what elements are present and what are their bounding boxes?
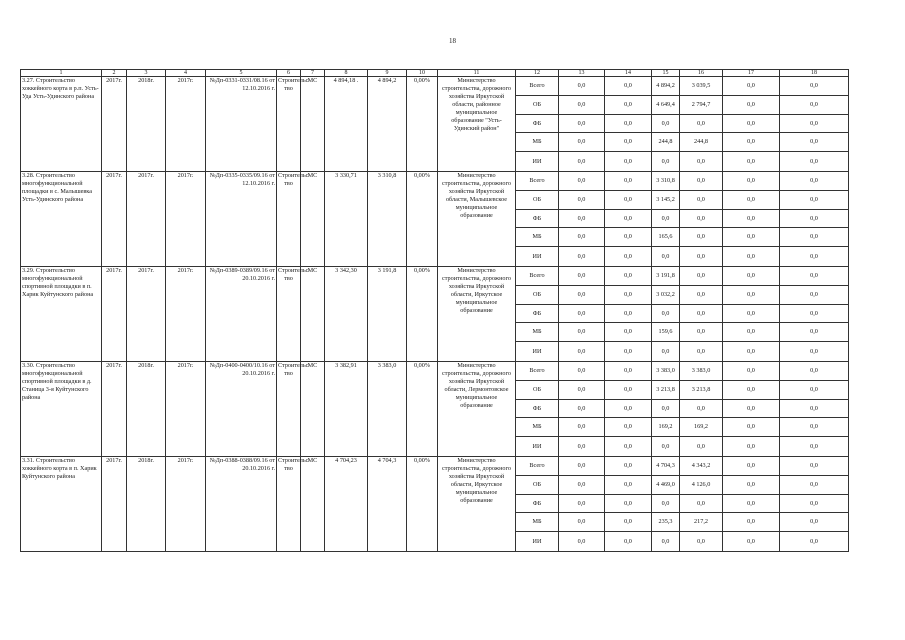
- column-number: 4: [166, 70, 206, 77]
- funding-value: 0,0: [605, 400, 652, 418]
- start-year: 2017г.: [102, 77, 127, 172]
- funding-source: ФБ: [516, 305, 559, 323]
- funding-value: 0,0: [559, 152, 605, 172]
- funding-value: 0,0: [780, 418, 849, 437]
- funding-value: 3 213,8: [652, 381, 680, 400]
- ownership: МС: [301, 457, 325, 552]
- funding-value: 0,0: [605, 495, 652, 513]
- funding-value: 0,0: [780, 476, 849, 495]
- column-number: 18: [780, 70, 849, 77]
- funding-value: 0,0: [559, 77, 605, 96]
- funding-value: 4 704,3: [652, 457, 680, 476]
- funding-value: 0,0: [652, 532, 680, 552]
- funding-value: 0,0: [652, 210, 680, 228]
- funding-value: 4 343,2: [680, 457, 723, 476]
- funding-value: 3 145,2: [652, 191, 680, 210]
- funding-value: 0,0: [605, 457, 652, 476]
- funding-value: 3 213,8: [680, 381, 723, 400]
- funding-value: 0,0: [780, 323, 849, 342]
- funding-value: 0,0: [652, 247, 680, 267]
- funding-value: 0,0: [680, 342, 723, 362]
- funding-value: 0,0: [559, 513, 605, 532]
- funding-value: 0,0: [780, 267, 849, 286]
- column-number: 2: [102, 70, 127, 77]
- funding-value: 0,0: [723, 305, 780, 323]
- funding-value: 0,0: [559, 400, 605, 418]
- project-name: 3.30. Строительство многофункциональной спортивной площадки в д. Станица 3-я Куйтунского района: [21, 362, 102, 457]
- funding-value: 0,0: [559, 210, 605, 228]
- funding-value: 0,0: [605, 513, 652, 532]
- funding-source: Всего: [516, 172, 559, 191]
- funding-value: 0,0: [605, 172, 652, 191]
- funding-value: 4 894,2: [652, 77, 680, 96]
- funding-value: 0,0: [723, 476, 780, 495]
- funding-source: ФБ: [516, 115, 559, 133]
- end-year: 2018г.: [127, 362, 166, 457]
- column-number: 14: [605, 70, 652, 77]
- funding-value: 4 649,4: [652, 96, 680, 115]
- funding-value: 4 469,0: [652, 476, 680, 495]
- total-cost: 3 310,8: [368, 172, 407, 267]
- readiness-percent: 0,00%: [407, 362, 438, 457]
- funding-value: 0,0: [680, 323, 723, 342]
- funding-source: ФБ: [516, 210, 559, 228]
- responsible-org: Министерство строительства, дорожного хозяйства Иркутской области, Иркутское муниципальное образование: [438, 457, 516, 552]
- column-number: 1: [21, 70, 102, 77]
- funding-value: 0,0: [680, 228, 723, 247]
- funding-value: 0,0: [559, 267, 605, 286]
- work-type: Строительс тво: [277, 457, 301, 552]
- funding-value: 3 383,0: [652, 362, 680, 381]
- column-number: 7: [301, 70, 325, 77]
- funding-value: 0,0: [723, 457, 780, 476]
- funding-source: ОБ: [516, 286, 559, 305]
- projects-table: [20, 69, 849, 552]
- column-number: 12: [516, 70, 559, 77]
- funding-value: 0,0: [605, 191, 652, 210]
- table-row: [21, 267, 849, 286]
- funding-value: 0,0: [559, 418, 605, 437]
- funding-value: 3 032,2: [652, 286, 680, 305]
- funding-value: 0,0: [723, 115, 780, 133]
- start-year: 2017г.: [102, 267, 127, 362]
- funding-value: 0,0: [723, 362, 780, 381]
- start-year: 2017г.: [102, 172, 127, 267]
- project-name: 3.29. Строительство многофункциональной спортивной площадки в п. Харик Куйтунского района: [21, 267, 102, 362]
- funding-value: 0,0: [680, 286, 723, 305]
- funding-value: 0,0: [780, 77, 849, 96]
- agreement-ref: №Дп-0389-0389/09.16 от 20.10.2016 г.: [206, 267, 277, 362]
- funding-source: ОБ: [516, 96, 559, 115]
- ownership: МС: [301, 172, 325, 267]
- ownership: МС: [301, 267, 325, 362]
- funding-source: ИИ: [516, 437, 559, 457]
- column-number: 6: [277, 70, 301, 77]
- funding-value: 0,0: [559, 457, 605, 476]
- funding-value: 0,0: [559, 437, 605, 457]
- funding-source: Всего: [516, 457, 559, 476]
- funding-source: МБ: [516, 513, 559, 532]
- funding-value: 0,0: [723, 172, 780, 191]
- funding-value: 0,0: [559, 305, 605, 323]
- responsible-org: Министерство строительства, дорожного хозяйства Иркутской области, Лермонтовское муниципальное образование: [438, 362, 516, 457]
- funding-value: 4 126,0: [680, 476, 723, 495]
- funding-value: 0,0: [780, 210, 849, 228]
- funding-value: 0,0: [605, 77, 652, 96]
- funding-value: 0,0: [680, 267, 723, 286]
- work-type: Строительс тво: [277, 362, 301, 457]
- funding-source: МБ: [516, 418, 559, 437]
- funding-value: 0,0: [559, 323, 605, 342]
- responsible-org: Министерство строительства, дорожного хозяйства Иркутской области, Малышевское муниципальное образование: [438, 172, 516, 267]
- column-number: 10: [407, 70, 438, 77]
- funding-value: 3 383,0: [680, 362, 723, 381]
- funding-value: 0,0: [780, 172, 849, 191]
- funding-value: 0,0: [780, 133, 849, 152]
- table-row: [21, 77, 849, 96]
- funding-value: 3 191,8: [652, 267, 680, 286]
- funding-source: ИИ: [516, 247, 559, 267]
- contract-year: 2017г.: [166, 362, 206, 457]
- total-cost: 4 704,3: [368, 457, 407, 552]
- column-number: 16: [680, 70, 723, 77]
- column-number: 3: [127, 70, 166, 77]
- funding-source: ИИ: [516, 532, 559, 552]
- funding-value: 0,0: [652, 152, 680, 172]
- funding-value: 0,0: [780, 152, 849, 172]
- funding-value: 0,0: [780, 96, 849, 115]
- column-number: 11: [438, 70, 516, 77]
- ownership: МС: [301, 77, 325, 172]
- project-name: 3.28. Строительство многофункциональной площадки в с. Малышевка Усть-Удинского района: [21, 172, 102, 267]
- funding-value: 0,0: [605, 115, 652, 133]
- estimated-cost: 3 330,71: [325, 172, 368, 267]
- funding-source: МБ: [516, 323, 559, 342]
- funding-value: 0,0: [723, 532, 780, 552]
- responsible-org: Министерство строительства, дорожного хозяйства Иркутской области, районное муниципальное образование "Усть-Удинский район": [438, 77, 516, 172]
- estimated-cost: 4 704,23: [325, 457, 368, 552]
- column-number: 8: [325, 70, 368, 77]
- funding-value: 0,0: [652, 115, 680, 133]
- column-number: 9: [368, 70, 407, 77]
- funding-value: 0,0: [780, 400, 849, 418]
- column-number: 5: [206, 70, 277, 77]
- funding-source: ИИ: [516, 152, 559, 172]
- funding-value: 217,2: [680, 513, 723, 532]
- agreement-ref: №Дп-0335-0335/09.16 от 12.10.2016 г.: [206, 172, 277, 267]
- funding-value: 0,0: [680, 305, 723, 323]
- funding-source: Всего: [516, 362, 559, 381]
- funding-value: 0,0: [780, 513, 849, 532]
- funding-value: 0,0: [723, 267, 780, 286]
- start-year: 2017г.: [102, 362, 127, 457]
- funding-value: 0,0: [680, 172, 723, 191]
- funding-value: 0,0: [723, 513, 780, 532]
- funding-value: 0,0: [559, 191, 605, 210]
- project-name: 3.31. Строительство хоккейного корта в п. Харик Куйтунского района: [21, 457, 102, 552]
- funding-value: 0,0: [723, 286, 780, 305]
- funding-value: 0,0: [723, 191, 780, 210]
- funding-source: МБ: [516, 133, 559, 152]
- funding-value: 0,0: [723, 495, 780, 513]
- estimated-cost: 3 342,30: [325, 267, 368, 362]
- agreement-ref: №Дп-0400-0400/10.16 от 20.10.2016 г.: [206, 362, 277, 457]
- funding-value: 0,0: [723, 418, 780, 437]
- funding-value: 0,0: [605, 532, 652, 552]
- funding-source: ФБ: [516, 495, 559, 513]
- funding-value: 0,0: [559, 247, 605, 267]
- funding-value: 0,0: [680, 191, 723, 210]
- funding-value: 0,0: [723, 400, 780, 418]
- funding-value: 0,0: [652, 495, 680, 513]
- responsible-org: Министерство строительства, дорожного хозяйства Иркутской области, Иркутское муниципальное образование: [438, 267, 516, 362]
- page-number: 18: [449, 37, 456, 45]
- funding-value: 0,0: [723, 437, 780, 457]
- column-number: 13: [559, 70, 605, 77]
- funding-source: Всего: [516, 77, 559, 96]
- funding-value: 0,0: [780, 191, 849, 210]
- funding-value: 0,0: [652, 400, 680, 418]
- funding-value: 0,0: [559, 115, 605, 133]
- project-name: 3.27. Строительство хоккейного корта в р.п. Усть-Уда Усть-Удинского района: [21, 77, 102, 172]
- funding-value: 0,0: [780, 457, 849, 476]
- contract-year: 2017г.: [166, 77, 206, 172]
- funding-value: 3 310,8: [652, 172, 680, 191]
- funding-value: 0,0: [559, 96, 605, 115]
- readiness-percent: 0,00%: [407, 172, 438, 267]
- funding-value: 0,0: [559, 342, 605, 362]
- funding-value: 244,8: [680, 133, 723, 152]
- funding-value: 0,0: [605, 476, 652, 495]
- funding-value: 165,6: [652, 228, 680, 247]
- funding-value: 0,0: [723, 323, 780, 342]
- funding-value: 0,0: [559, 286, 605, 305]
- funding-value: 0,0: [605, 437, 652, 457]
- estimated-cost: 3 382,91: [325, 362, 368, 457]
- funding-value: 0,0: [605, 418, 652, 437]
- funding-value: 0,0: [780, 115, 849, 133]
- funding-source: ОБ: [516, 191, 559, 210]
- funding-value: 169,2: [652, 418, 680, 437]
- funding-value: 0,0: [559, 532, 605, 552]
- funding-value: 0,0: [605, 362, 652, 381]
- funding-value: 0,0: [723, 77, 780, 96]
- funding-value: 0,0: [652, 437, 680, 457]
- funding-value: 0,0: [780, 381, 849, 400]
- table-row: [21, 172, 849, 191]
- funding-value: 0,0: [780, 342, 849, 362]
- funding-value: 2 794,7: [680, 96, 723, 115]
- table-row: [21, 362, 849, 381]
- funding-value: 0,0: [723, 342, 780, 362]
- funding-source: МБ: [516, 228, 559, 247]
- funding-source: ИИ: [516, 342, 559, 362]
- funding-value: 0,0: [680, 210, 723, 228]
- column-number: 15: [652, 70, 680, 77]
- total-cost: 4 894,2: [368, 77, 407, 172]
- ownership: МС: [301, 362, 325, 457]
- funding-value: 0,0: [605, 267, 652, 286]
- funding-value: 0,0: [559, 172, 605, 191]
- work-type: Строительс тво: [277, 267, 301, 362]
- funding-value: 0,0: [652, 342, 680, 362]
- funding-value: 0,0: [559, 476, 605, 495]
- funding-value: 0,0: [780, 305, 849, 323]
- funding-value: 235,3: [652, 513, 680, 532]
- funding-value: 159,6: [652, 323, 680, 342]
- funding-value: 0,0: [559, 381, 605, 400]
- funding-value: 0,0: [723, 133, 780, 152]
- table-row: [21, 457, 849, 476]
- funding-value: 0,0: [605, 210, 652, 228]
- funding-value: 0,0: [605, 228, 652, 247]
- funding-value: 0,0: [680, 115, 723, 133]
- funding-source: ФБ: [516, 400, 559, 418]
- work-type: Строительс тво: [277, 77, 301, 172]
- funding-value: 0,0: [780, 286, 849, 305]
- end-year: 2018г.: [127, 457, 166, 552]
- agreement-ref: №Дп-0388-0388/09.16 от 20.10.2016 г.: [206, 457, 277, 552]
- contract-year: 2017г.: [166, 457, 206, 552]
- funding-value: 0,0: [559, 362, 605, 381]
- funding-value: 0,0: [780, 362, 849, 381]
- total-cost: 3 383,0: [368, 362, 407, 457]
- end-year: 2017г.: [127, 267, 166, 362]
- column-number: 17: [723, 70, 780, 77]
- end-year: 2018г.: [127, 77, 166, 172]
- funding-value: 0,0: [780, 247, 849, 267]
- funding-value: 0,0: [605, 381, 652, 400]
- funding-value: 0,0: [680, 152, 723, 172]
- funding-source: ОБ: [516, 476, 559, 495]
- funding-value: 0,0: [559, 228, 605, 247]
- funding-value: 3 039,5: [680, 77, 723, 96]
- funding-value: 0,0: [605, 133, 652, 152]
- agreement-ref: №Дп-0331-0331/08.16 от 12.10.2016 г.: [206, 77, 277, 172]
- funding-value: 0,0: [559, 133, 605, 152]
- funding-value: 244,8: [652, 133, 680, 152]
- funding-value: 0,0: [605, 323, 652, 342]
- readiness-percent: 0,00%: [407, 457, 438, 552]
- contract-year: 2017г.: [166, 172, 206, 267]
- readiness-percent: 0,00%: [407, 267, 438, 362]
- funding-value: 0,0: [780, 495, 849, 513]
- funding-value: 0,0: [652, 305, 680, 323]
- funding-value: 0,0: [559, 495, 605, 513]
- funding-value: 0,0: [723, 210, 780, 228]
- funding-value: 0,0: [723, 152, 780, 172]
- funding-source: Всего: [516, 267, 559, 286]
- funding-value: 0,0: [605, 342, 652, 362]
- end-year: 2017г.: [127, 172, 166, 267]
- readiness-percent: 0,00%: [407, 77, 438, 172]
- funding-value: 0,0: [780, 228, 849, 247]
- funding-value: 0,0: [780, 437, 849, 457]
- estimated-cost: 4 894,18 .: [325, 77, 368, 172]
- funding-value: 0,0: [723, 247, 780, 267]
- funding-value: 169,2: [680, 418, 723, 437]
- funding-source: ОБ: [516, 381, 559, 400]
- funding-value: 0,0: [680, 437, 723, 457]
- contract-year: 2017г.: [166, 267, 206, 362]
- work-type: Строительс тво: [277, 172, 301, 267]
- funding-value: 0,0: [605, 152, 652, 172]
- funding-value: 0,0: [680, 495, 723, 513]
- funding-value: 0,0: [723, 96, 780, 115]
- funding-value: 0,0: [780, 532, 849, 552]
- funding-value: 0,0: [605, 247, 652, 267]
- funding-value: 0,0: [605, 305, 652, 323]
- funding-value: 0,0: [723, 228, 780, 247]
- funding-value: 0,0: [680, 400, 723, 418]
- funding-value: 0,0: [605, 96, 652, 115]
- column-number-row: [21, 70, 849, 77]
- total-cost: 3 191,8: [368, 267, 407, 362]
- funding-value: 0,0: [680, 247, 723, 267]
- start-year: 2017г.: [102, 457, 127, 552]
- funding-value: 0,0: [605, 286, 652, 305]
- funding-value: 0,0: [723, 381, 780, 400]
- funding-value: 0,0: [680, 532, 723, 552]
